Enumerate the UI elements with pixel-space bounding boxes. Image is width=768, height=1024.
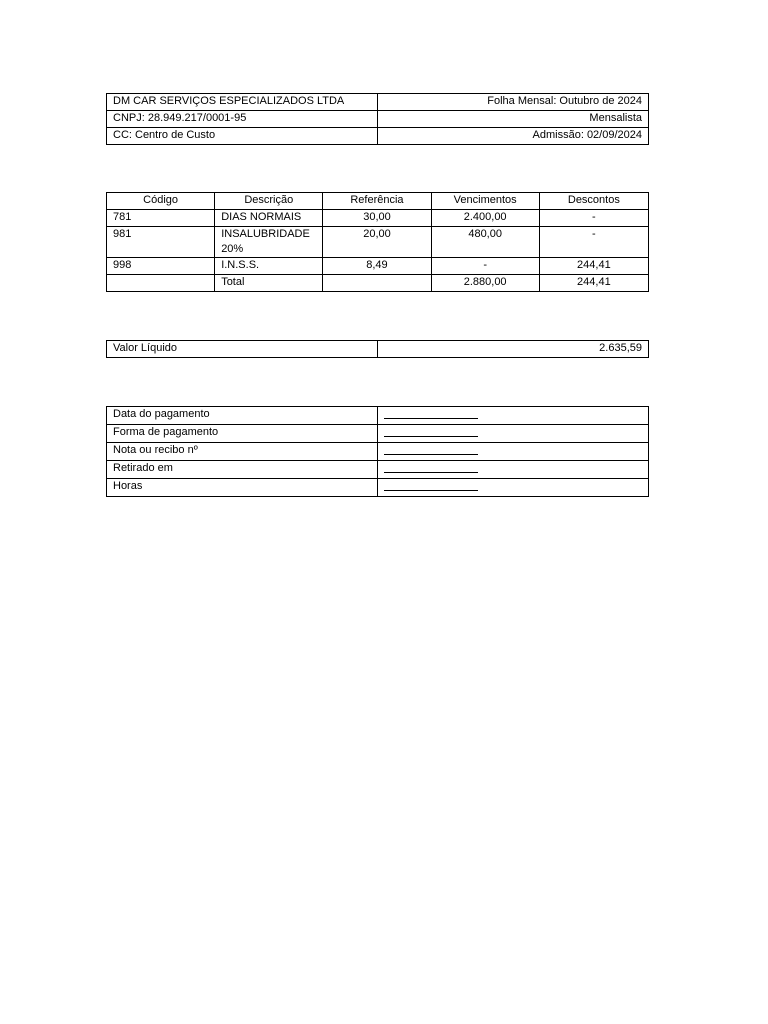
items-table — [106, 192, 649, 292]
cost-center: CC: Centro de Custo — [107, 128, 378, 145]
table-row — [107, 210, 649, 227]
total-reference — [323, 275, 431, 292]
payment-date-label: Data do pagamento — [107, 407, 378, 425]
blank-line — [384, 479, 478, 491]
item-earnings: 2.400,00 — [431, 210, 539, 227]
payment-table — [106, 406, 649, 497]
payment-row — [107, 425, 649, 443]
column-header-code: Código — [107, 193, 215, 210]
period-label: Folha Mensal: Outubro de 2024 — [378, 94, 649, 111]
items-header-row — [107, 193, 649, 210]
item-reference: 30,00 — [323, 210, 431, 227]
item-deductions: - — [539, 210, 648, 227]
blank-line — [384, 443, 478, 455]
withdrawn-on-label: Retirado em — [107, 461, 378, 479]
payment-date-field[interactable] — [378, 407, 649, 425]
item-description: DIAS NORMAIS — [215, 210, 323, 227]
net-value-amount: 2.635,59 — [378, 341, 649, 358]
admission-date: Admissão: 02/09/2024 — [378, 128, 649, 145]
header-row — [107, 111, 649, 128]
cnpj: CNPJ: 28.949.217/0001-95 — [107, 111, 378, 128]
item-reference: 20,00 — [323, 227, 431, 258]
item-deductions: - — [539, 227, 648, 258]
item-deductions: 244,41 — [539, 258, 648, 275]
table-row — [107, 227, 649, 258]
blank-line — [384, 461, 478, 473]
header-table — [106, 93, 649, 145]
item-description: INSALUBRIDADE 20% — [215, 227, 323, 258]
total-deductions: 244,41 — [539, 275, 648, 292]
item-code: 981 — [107, 227, 215, 258]
payment-method-field[interactable] — [378, 425, 649, 443]
receipt-number-field[interactable] — [378, 443, 649, 461]
net-value-table — [106, 340, 649, 358]
payment-row — [107, 407, 649, 425]
hours-field[interactable] — [378, 479, 649, 497]
item-reference: 8,49 — [323, 258, 431, 275]
column-header-reference: Referência — [323, 193, 431, 210]
header-row — [107, 128, 649, 145]
item-code: 998 — [107, 258, 215, 275]
column-header-earnings: Vencimentos — [431, 193, 539, 210]
receipt-number-label: Nota ou recibo nº — [107, 443, 378, 461]
column-header-description: Descrição — [215, 193, 323, 210]
item-code: 781 — [107, 210, 215, 227]
header-row — [107, 94, 649, 111]
blank-line — [384, 407, 478, 419]
withdrawn-on-field[interactable] — [378, 461, 649, 479]
column-header-deductions: Descontos — [539, 193, 648, 210]
item-earnings: 480,00 — [431, 227, 539, 258]
total-code — [107, 275, 215, 292]
total-earnings: 2.880,00 — [431, 275, 539, 292]
payment-row — [107, 443, 649, 461]
table-row — [107, 258, 649, 275]
payment-row — [107, 461, 649, 479]
payment-row — [107, 479, 649, 497]
total-row — [107, 275, 649, 292]
blank-line — [384, 425, 478, 437]
hours-label: Horas — [107, 479, 378, 497]
item-earnings: - — [431, 258, 539, 275]
payroll-type: Mensalista — [378, 111, 649, 128]
net-value-label: Valor Líquido — [107, 341, 378, 358]
payment-method-label: Forma de pagamento — [107, 425, 378, 443]
net-value-row — [107, 341, 649, 358]
total-label: Total — [215, 275, 323, 292]
company-name: DM CAR SERVIÇOS ESPECIALIZADOS LTDA — [107, 94, 378, 111]
item-description: I.N.S.S. — [215, 258, 323, 275]
